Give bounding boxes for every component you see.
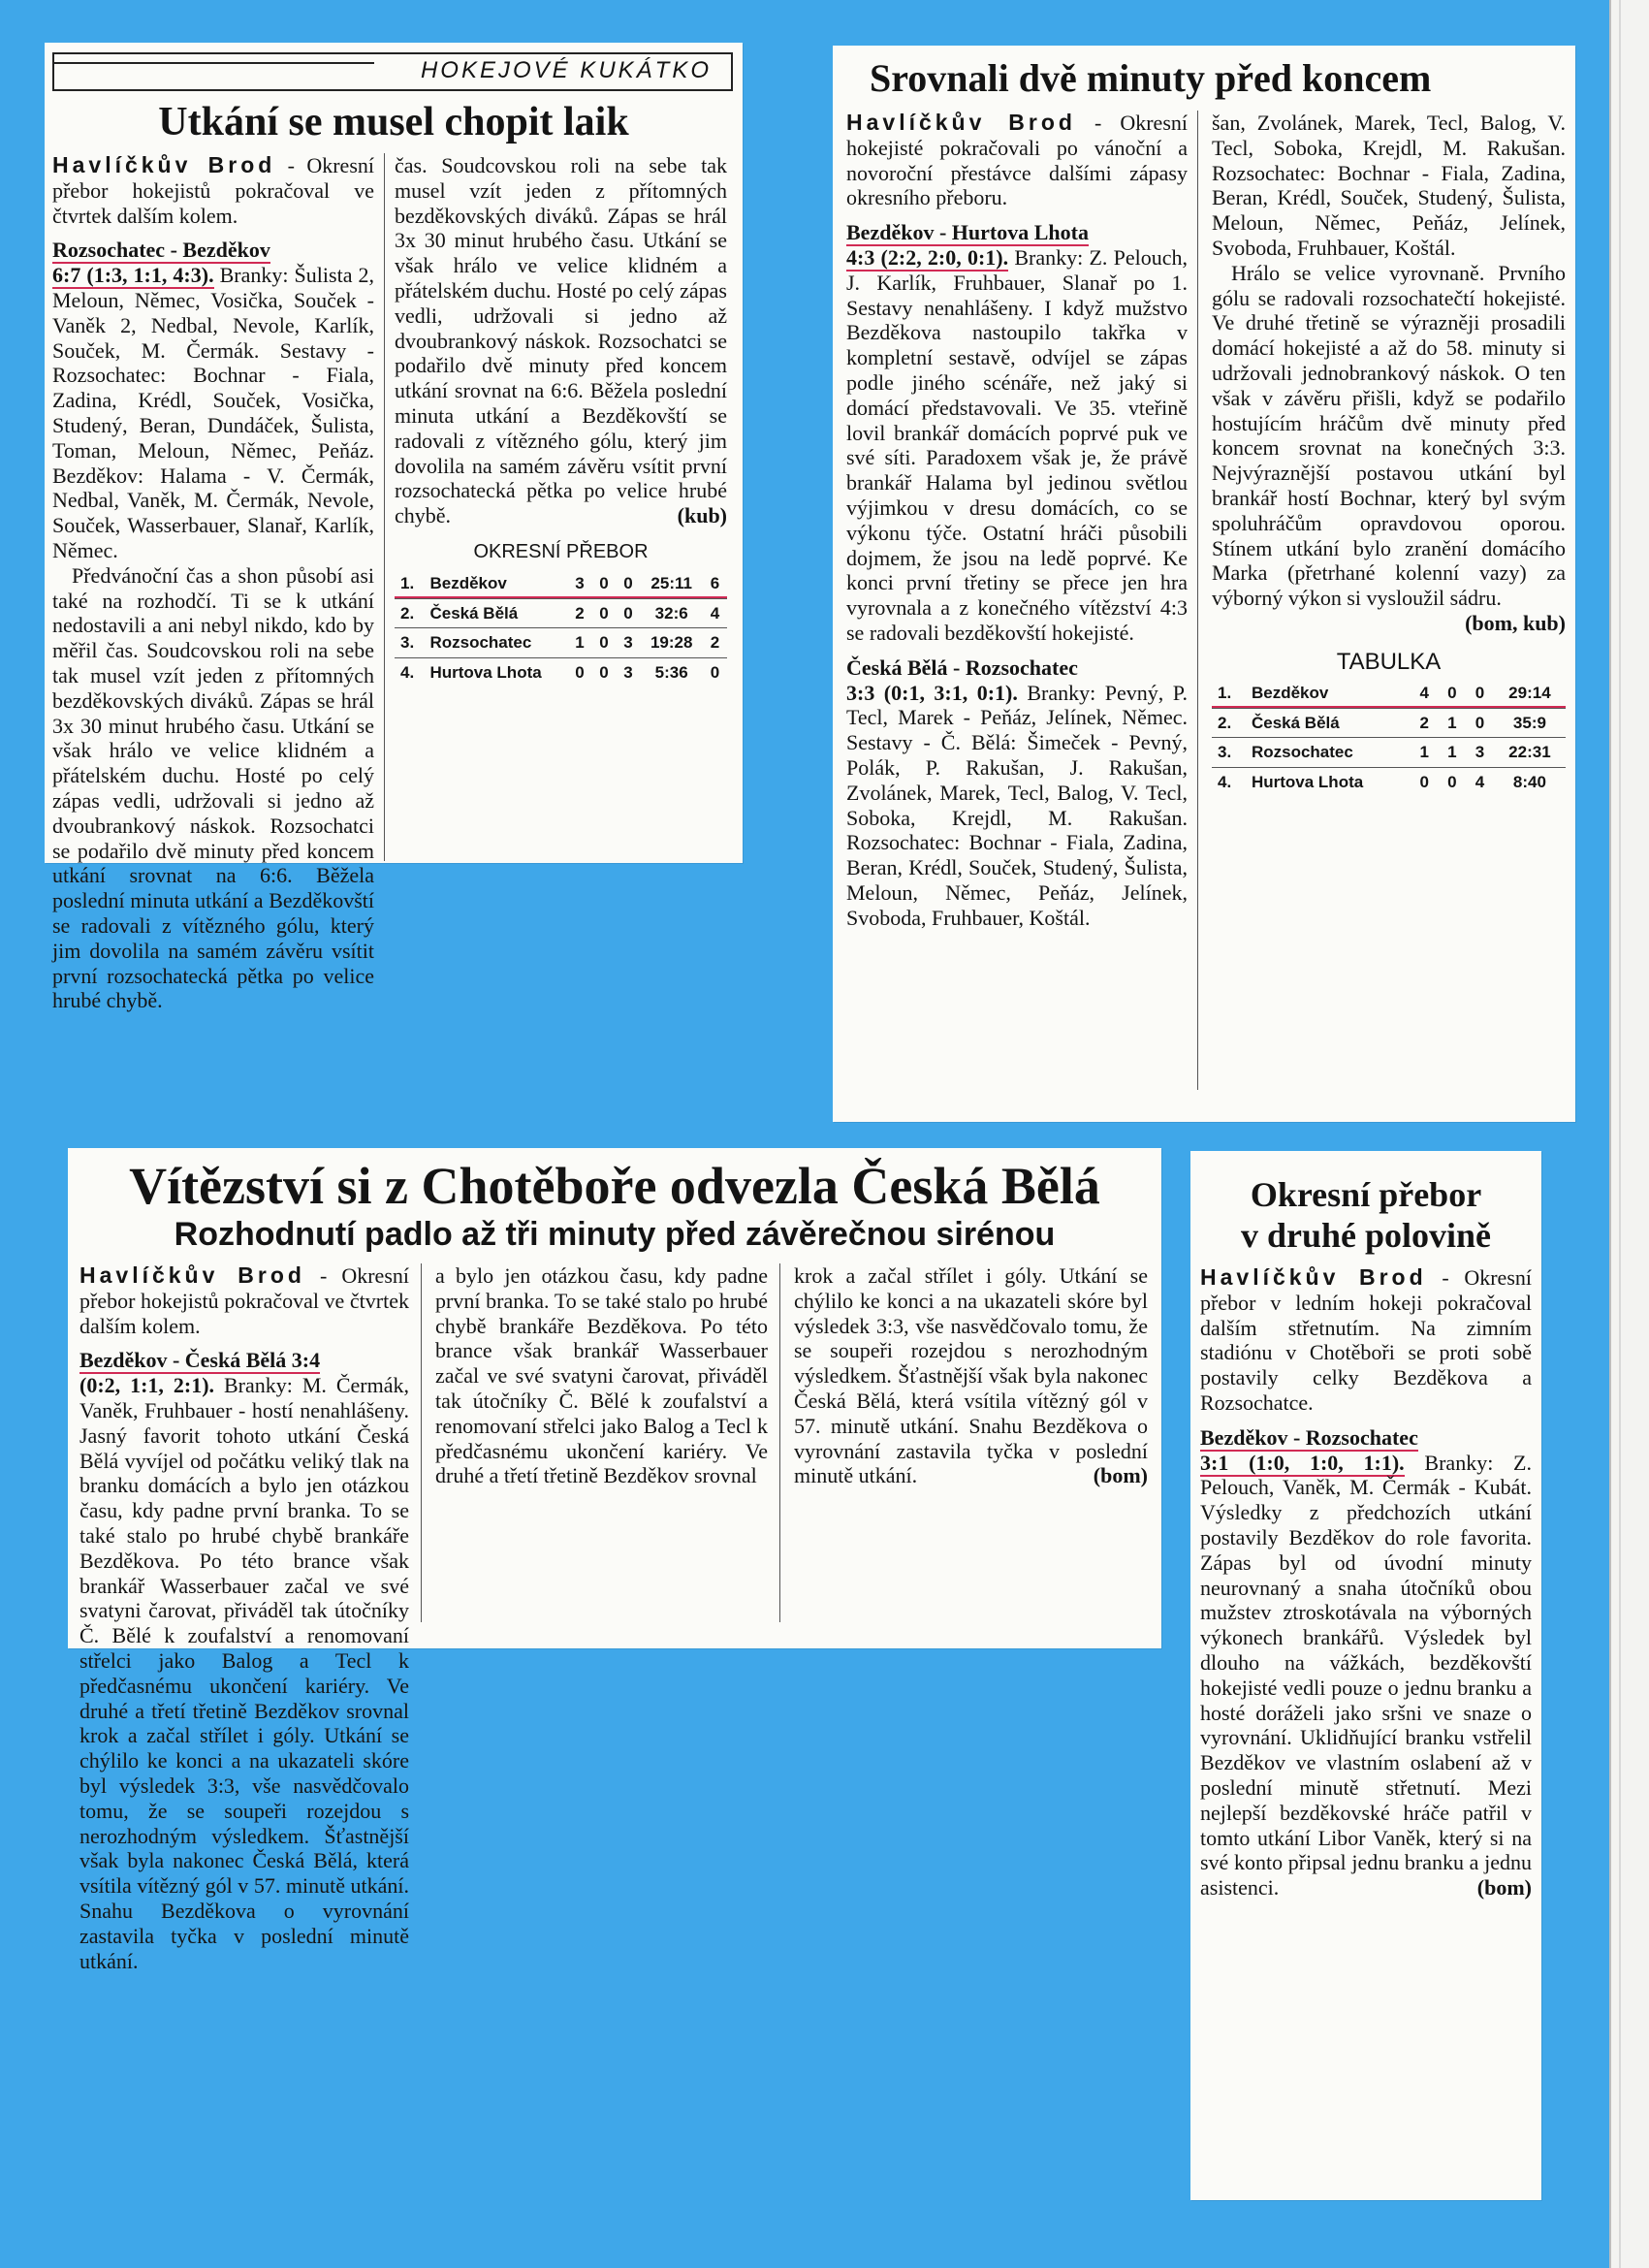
standings-row [395, 598, 727, 628]
standings-title: OKRESNÍ PŘEBOR [473, 540, 649, 562]
standings-score: 8:40 [1494, 768, 1566, 797]
author: (bom) [1093, 1463, 1148, 1488]
intro: - Okresní přebor hokejistů pokračoval ve čtvrtek dalším kolem. [52, 153, 374, 228]
match-score-1: 4:3 (2:2, 2:0, 0:1). [846, 244, 1009, 270]
column [1190, 1256, 1541, 1901]
standings-l: 0 [616, 569, 640, 598]
match-score: 6:7 (1:3, 1:1, 4:3). [52, 263, 214, 288]
headline-line-1: Okresní přebor [1250, 1175, 1482, 1214]
headline-line-2: v druhé polovině [1240, 1216, 1492, 1255]
standings-row [395, 628, 727, 658]
match-result: Bezděkov - Rozsochatec [1200, 1424, 1418, 1450]
standings-pts: 4 [703, 598, 727, 628]
column-2 [421, 1263, 779, 1622]
match-score: 3:1 (1:0, 1:0, 1:1). [1200, 1450, 1405, 1475]
standings-team: Bezděkov [1246, 679, 1411, 708]
standings-team: Hurtova Lhota [424, 658, 567, 687]
standings-score: 22:31 [1494, 738, 1566, 768]
subheadline: Rozhodnutí padlo až tři minuty před závěrečnou sirénou [174, 1216, 1056, 1253]
dateline: Havlíčkův Brod [846, 110, 1076, 135]
standings-row [1212, 708, 1566, 738]
standings-d: 0 [1439, 679, 1467, 708]
standings-score: 25:11 [640, 569, 703, 598]
dateline: Havlíčkův Brod [79, 1262, 305, 1288]
standings-l: 0 [1466, 679, 1494, 708]
standings-row [395, 658, 727, 687]
author: (bom, kub) [1465, 610, 1566, 635]
headline: Utkání se musel chopit laik [158, 100, 629, 144]
standings-team: Rozsochatec [1246, 738, 1411, 768]
clipping-hokejove-kukatko [45, 43, 743, 1013]
dateline: Havlíčkův Brod [1200, 1264, 1427, 1290]
standings-w: 1 [1411, 738, 1439, 768]
details-final: krok a začal střílet i góly. Utkání se chýlilo ke konci a na ukazateli skóre byl výsledek 3:3, vše nasvědčovalo tomu, že se soupeři rozejdou s nerozhodným výsledkem. Šťastnější však byla nakonec Česká Bělá, která vsítila vítězný gól v 57. minutě utkání. Snahu Bezděkova o vyrovnání zastavila tyčka v poslední minutě utkání. (bom) [794, 1263, 1148, 1488]
clipping-vitezstvi [68, 1148, 1161, 1973]
standings-row [1212, 768, 1566, 797]
standings-team: Bezděkov [424, 569, 567, 598]
column-right [1197, 111, 1575, 1090]
details-2-continued: šan, Zvolánek, Marek, Tecl, Balog, V. Tecl, Soboka, Krejdl, M. Rakušan. Rozsochatec: Bochnar - Fiala, Zadina, Beran, Krédl, Souček, Studený, Šulista, Meloun, Němec, Peňáz, Jelínek, Svoboda, Fruhbauer, Koštál. [1212, 111, 1566, 260]
standings-score: 29:14 [1494, 679, 1566, 708]
standings-title: TABULKA [1336, 648, 1442, 675]
standings-d: 0 [591, 658, 616, 687]
match-result-1: Bezděkov - Hurtova Lhota [846, 220, 1089, 245]
standings-table [1212, 679, 1566, 797]
match-details-1: Branky: Z. Pelouch, J. Karlík, Fruhbauer, Slanař po 1. Sestavy nenahlášeny. I když mužstvo Bezděkova nastoupilo takřka v kompletní sestavě, odvíjel se zápas podle jiného scénáře, než jaký si domácí představovali. Ve 35. vteřině lovil brankář domácích poprvé puk ve své síti. Paradoxem však je, že právě brankář Halama byl jedinou světlou výjimkou v dresu domácích, co se výkonu týče. Ostatní hráči působili dojmem, že jsou na ledě poprvé. Ke konci první třetiny se přece jen hra vyrovnala a z konečného vítězství 4:3 se radovali bezděkovští hokejisté. [846, 244, 1188, 645]
paragraph-2-continued: čas. Soudcovskou roli na sebe tak musel vzít jeden z přítomných bezděkovských diváků. Zápas se hrál 3x 30 minut hrubého času. Utkání se však hrálo ve velice klidném a přátelském duchu. Hosté po celý zápas vedli, udržovali si jedno až dvoubrankový náskok. Rozsochatci se podařilo dvě minuty před koncem utkání srovnat na 6:6. Běžela poslední minuta utkání a Bezděkovští se radovali z vítězného gólu, který jim dovolila na samém závěru vsítit první rozsochatecká pětka po velice hrubé chybě. (kub) [395, 153, 727, 528]
standings-rank: 2. [1212, 708, 1246, 738]
standings-l: 0 [616, 598, 640, 628]
author: (bom) [1476, 1875, 1532, 1901]
standings-team: Česká Bělá [424, 598, 567, 628]
standings-d: 0 [591, 598, 616, 628]
standings-rank: 4. [395, 658, 424, 687]
standings-w: 3 [568, 569, 592, 598]
binder-sheet-edge [1609, 0, 1649, 2268]
standings-table [395, 569, 727, 687]
match-details: Branky: Z. Pelouch, Vaněk, M. Čermák - Kubát. Výsledky z předchozích utkání postavily Bezděkov do role favorita. Zápas byl od úvodní minuty neurovnaný a snaha útočníků obou mužstev ztroskotávala na výborných výkonech brankářů. Výsledek byl dlouho na vážkách, bezděkovští hokejisté vedli pouze o jednu branku a hosté doráželi jako sršni ve snaze o vyrovnání. Uklidňující branku vstřelil Bezděkov ve vlastním oslabení až v poslední minutě střetnutí. Mezi nejlepší bezděkovské hráče patřil v tomto utkání Libor Vaněk, který si na své konto připsal jednu branku a jednu asistenci. [1200, 1450, 1532, 1901]
standings-rank: 1. [1212, 679, 1246, 708]
intro: - Okresní hokejisté pokračovali po vánoční a novoroční přestávce dalšími zápasy okresního přeboru. [846, 111, 1188, 210]
standings-d: 1 [1439, 738, 1467, 768]
clipping-srovnali [833, 46, 1575, 1122]
standings-pts: 0 [703, 658, 727, 687]
standings-d: 0 [1439, 768, 1467, 797]
author: (kub) [677, 503, 727, 528]
intro: - Okresní přebor v ledním hokeji pokračoval dalším střetnutím. Na zimním stadiónu v Chotěboři se proti sobě postavily celky Bezděkova a Rozsochatce. [1200, 1265, 1532, 1415]
standings-w: 0 [568, 658, 592, 687]
standings-row [395, 569, 727, 598]
standings-w: 4 [1411, 679, 1439, 708]
match-result: Rozsochatec - Bezděkov [52, 238, 270, 263]
column-right [384, 153, 735, 861]
standings-l: 0 [1466, 708, 1494, 738]
match-details-2: Branky: Pevný, P. Tecl, Marek - Peňáz, Jelínek, Němec. Sestavy - Č. Bělá: Šimeček - Pevný, Polák, P. Rakušan, J. Rakušan, Zvolánek, Marek, Tecl, Balog, V. Tecl, Soboka, Krejdl, M. Rakušan. Rozsochatec: Bochnar - Fiala, Zadina, Beran, Krédl, Souček, Studený, Šulista, Meloun, Němec, Peňáz, Jelínek, Svoboda, Fruhbauer, Koštál. [846, 680, 1188, 930]
column-left [45, 152, 384, 1013]
standings-row [1212, 679, 1566, 708]
column-left [833, 111, 1197, 1090]
rubric-label: HOKEJOVÉ KUKÁTKO [420, 57, 712, 83]
match-result-2: Česká Bělá - Rozsochatec [846, 655, 1078, 680]
match-details: Branky: Šulista 2, Meloun, Němec, Vosička, Souček - Vaněk 2, Nedbal, Nevole, Karlík, Souček, M. Čermák. Sestavy - Rozsochatec: Bochnar - Fiala, Zadina, Krédl, Souček, Vosička, Studený, Beran, Dundáček, Šulista, Toman, Meloun, Němec, Peňáz. Bezděkov: Halama - V. Čermák, Nedbal, Vaněk, M. Čermák, Nevole, Souček, Wasserbauer, Slanař, Karlík, Němec. [52, 263, 374, 562]
headline: Vítězství si z Chotěboře odvezla Česká Bělá [129, 1157, 1100, 1215]
dateline: Havlíčkův Brod [52, 152, 276, 177]
rubric-box [52, 52, 733, 91]
paragraph-2: Předvánoční čas a shon působí asi také na rozhodčí. Ti se k utkání nedostavili a ani nebyl nikdo, kdo by měřil čas. Soudcovskou roli na sebe tak musel vzít jeden z přítomných bezděkovských diváků. Zápas se hrál 3x 30 minut hrubého času. Utkání se však hrálo ve velice klidném a přátelském duchu. Hosté po celý zápas vedli, udržovali si jedno až dvoubrankový náskok. Rozsochatci se podařilo dvě minuty před koncem utkání srovnat na 6:6. Běžela poslední minuta utkání a Bezděkovští se radovali z vítězného gólu, který jim dovolila na samém závěru vsítit první rozsochatecká pětka po velice hrubé chybě. [52, 562, 374, 1013]
intro: - Okresní přebor hokejistů pokračoval ve čtvrtek dalším kolem. [79, 1263, 409, 1338]
match-score: (0:2, 1:1, 2:1). [79, 1373, 215, 1398]
standings-pts: 2 [703, 628, 727, 658]
clipping-okresni-prebor [1190, 1151, 1541, 2200]
match-score-2: 3:3 (0:1, 3:1, 0:1). [846, 680, 1018, 705]
standings-w: 2 [1411, 708, 1439, 738]
standings-w: 2 [568, 598, 592, 628]
standings-rank: 1. [395, 569, 424, 598]
standings-d: 0 [591, 628, 616, 658]
standings-team: Česká Bělá [1246, 708, 1411, 738]
standings-score: 35:9 [1494, 708, 1566, 738]
standings-score: 5:36 [640, 658, 703, 687]
standings-rank: 4. [1212, 768, 1246, 797]
standings-team: Hurtova Lhota [1246, 768, 1411, 797]
column-3 [779, 1263, 1161, 1622]
standings-score: 19:28 [640, 628, 703, 658]
standings-l: 3 [1466, 738, 1494, 768]
details-continued: a bylo jen otázkou času, kdy padne první branka. To se také stalo po hrubé chybě brankáře Bezděkova. Po této brance však brankář Wasserbauer začal ve své svatyni čarovat, přiváděl tak útočníky Č. Bělé k zoufalství a renomovaní střelci jako Balog a Tecl k předčasnému ukončení kariéry. Ve druhé a třetí třetině Bezděkov srovnal [435, 1263, 768, 1488]
standings-w: 1 [568, 628, 592, 658]
paragraph-2: Hrálo se velice vyrovnaně. Prvního gólu se radovali rozsochatečtí hokejisté. Ve druhé třetině se výrazněji prosadili domácí hokejisté a až do 58. minuty si udržovali jednobrankový náskok. O ten však v závěru přišli, když se podařilo hostujícím hráčům dvě minuty před koncem srovnat na konečných 3:3. Nejvýraznější postavou utkání byl brankář hostí Bochnar, který byl svým spoluhráčům opravdovou oporou. Stínem utkání bylo zranění domácího Marka (přetrhané kolenní vazy) za výborný výkon si vysloužil sádru. [1212, 260, 1566, 611]
standings-l: 4 [1466, 768, 1494, 797]
standings-team: Rozsochatec [424, 628, 567, 658]
match-result: Bezděkov - Česká Bělá 3:4 [79, 1348, 321, 1373]
standings-pts: 6 [703, 569, 727, 598]
standings-score: 32:6 [640, 598, 703, 628]
match-details: Branky: M. Čermák, Vaněk, Fruhbauer - hostí nenahlášeny. Jasný favorit tohoto utkání Česká Bělá vyvíjel od počátku veliký tlak na branku domácích a bylo jen otázkou času, kdy padne první branka. To se také stalo po hrubé chybě brankáře Bezděkova. Po této brance však brankář Wasserbauer začal ve své svatyni čarovat, přiváděl tak útočníky Č. Bělé k zoufalství a renomovaní střelci jako Balog a Tecl k předčasnému ukončení kariéry. Ve druhé a třetí třetině Bezděkov srovnal krok a začal střílet i góly. Utkání se chýlilo ke konci a na ukazateli skóre byl výsledek 3:3, vše nasvědčovalo tomu, že se soupeři rozejdou s nerozhodným výsledkem. Šťastnější však byla nakonec Česká Bělá, která vsítila vítězný gól v 57. minutě utkání. Snahu Bezděkova o vyrovnání zastavila tyčka v poslední minutě utkání. [79, 1373, 409, 1973]
standings-row [1212, 738, 1566, 768]
standings-d: 0 [591, 569, 616, 598]
standings-w: 0 [1411, 768, 1439, 797]
headline: Srovnali dvě minuty před koncem [870, 56, 1432, 100]
standings-rank: 3. [1212, 738, 1246, 768]
standings-rank: 3. [395, 628, 424, 658]
standings-d: 1 [1439, 708, 1467, 738]
standings-l: 3 [616, 628, 640, 658]
standings-l: 3 [616, 658, 640, 687]
standings-rank: 2. [395, 598, 424, 628]
column-1 [68, 1262, 421, 1973]
